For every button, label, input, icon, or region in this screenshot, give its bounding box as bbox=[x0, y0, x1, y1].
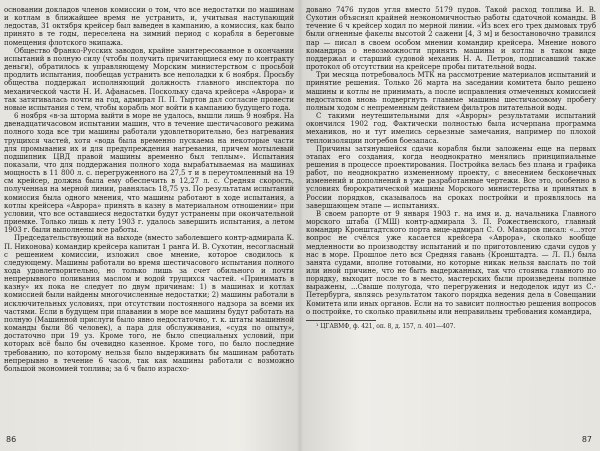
left-page-text bbox=[4, 6, 294, 373]
left-page bbox=[4, 6, 294, 446]
left-paragraph-2: Общество Франко-Русских заводов, крайне заинтересованное в окончании испытаний в полную силу (чтобы получить причитающиеся ему по контракту деньги), обратилось к управляющему Морским министерством с просьбой продлить испытания, пообещав устранить все неполадки к 6 ноября. Просьбу общества поддержал исполняющий должность главного инспектора по механической части Н. И. Афанасьев. Поскольку сдача крейсера «Аврора» и так затягивалась почти на год, адмирал П. П. Тыртов дал согласие провести новые испытания с тем, чтобы корабль мог войти в кампанию будущего года. bbox=[4, 46, 294, 112]
right-page-text bbox=[306, 6, 596, 330]
left-paragraph-4: Председательствующий на выходе (вместо заболевшего контр-адмирала К. П. Никонова) командир крейсера капитан 1 ранга И. В. Сухотин, несогласный с решением комиссии, изложил свое мнение, которое сводилось к следующему. Машины работали во время шестичасового испытания полного хода удовлетворительно, но только лишь за счет обильного и почти непрерывного поливания маслом и водой трущихся частей. «Принимать в казну» их пока не следует по двум причинам: 1) в машинах и котлах комиссией были найдены многочисленные недостатки; 2) машины работали в исключительных условиях, при отсутствии постоянного надзора за всеми их частями. Если в будущем при плавании в море все машины будут работать на полную (Машинной прислуги было явно недостаточно, т. к. штаты машинной команды были 86 человек), а пара для обслуживания, «судя по опыту», достаточно при 19 уз. Кроме того, не было специальных условий, при которых всё было бы очевидно казенное. Кроме того, по было последние требованию, по которому нельзя было выдерживать бы машинам работать непрерывно в течение 6 часов, так как машины работали с возможно большой экономией топлива; за 6 ч было израсхо- bbox=[4, 234, 294, 373]
right-page bbox=[306, 6, 596, 446]
right-paragraph-3: С такими неутешительными для «Авроры» результатами испытаний окончился 1902 год. Фактически полностью была исчерпана программа механиков, но и тут имелись серьезные замечания, например по плохой теплоизоляции погребов боезапаса. bbox=[306, 112, 596, 145]
right-page-number: 87 bbox=[581, 435, 592, 444]
right-paragraph-2: Три месяца потребовалось МТК на рассмотрение материалов испытаний и принятие решения. Только 26 марта на заседании комитета было решено машины и котлы не принимать, а после исправления отмеченных комиссией недостатков вновь подвергнуть главные машины шестичасовому пробегу полным ходом с непременным действием фильтров питательной воды. bbox=[306, 71, 596, 112]
left-page-number: 86 bbox=[6, 435, 17, 444]
footnote: ¹ ЦГАВМФ, ф. 421, оп. 8, д. 157, л. 401—407. bbox=[316, 322, 456, 330]
footnote-divider bbox=[306, 320, 376, 321]
right-paragraph-4: Причины затянувшейся сдачи корабля были заложены еще на первых этапах его создания, когда неоднократно менялись принципиальные решения в процессе проектирования. Постройка велась без плана и графика работ, по неоднократно измененному проекту, с внесением бесконечных изменений и дополнений в уже разработанные чертежи. Все это, особенно в условиях бюрократической машины Морского министерства и принятых в России порядков, сказывалось на сроках постройки и проявлялось на завершающем этапе — испытаниях. bbox=[306, 144, 596, 210]
right-paragraph-1: довано 7476 пудов угля вместо 5179 пудов. Такой расход топлива И. В. Сухотин объяснял крайней неэкономичностью работы сдаточной команды. В течение 6 ч крейсер ходил по мерной линии. «Из всех его трех дымовых труб были огненные факелы высотой 2 сажени [4, 3 м] и безостановочно травился пар — писал в своем особом мнении командир крейсера. Мнение нового командира о невозможности принять машины и котлы в таком виде поддержал и старший судовой механик Н. А. Петров, подписавший также протокол об отсутствии на крейсере пробы питательной воды. bbox=[306, 6, 596, 72]
right-paragraph-5: В своем рапорте от 9 января 1903 г. на имя и. д. начальника Главного морского штаба (ГМШ) контр-адмирала З. П. Рожественского, главный командир Кронштадтского порта вице-адмирал С. О. Макаров писал: «...этот вопрос не счёлся уже касается крейсера «Аврора», сколько вообще медленности во производству испытаний и по приготовлению сдачи судов у нас в море. Прошлое лето вся Средняя гавань (Кронштадта. — Л. П.) была занята судами, вполне готовыми, но которые никак нельзя выслать по той или иной причине, что не быть выдержанных, так что стоянка главного по порядку, выходит после то в место, мастерских были произведены полные выражены, ...Свыше полугода, что перегружения и недоделок идут из С.-Петербурга, являясь результатом такого порядка ведения дела в Совещании Комитета или иных органов. Если на то зависит полностью решения вопросов о постройке, то сколько правильны или неправильны требования командира, bbox=[306, 209, 596, 316]
left-paragraph-1: основании докладов членов комиссии о том, что все недостатки по машинам и котлам в ближайшее время не устранить, и, учитывая наступающий ледостав, 31 октября крейсер был выведен в кампанию, а комиссия, как было принято в те годы, переселена на зимний период с корабля в береговые помещения флотского экипажа. bbox=[4, 6, 294, 47]
left-paragraph-3: 6 ноября «в-за шторма выйти в море не удалось, вышли лишь 9 ноября. На двенадцатичасовом испытании машин, что в течение шестичасового режима полного хода все три машины работали удовлетворительно, без нагревания трущихся частей, хотя «вода была временно пускаема на некоторые части для промывания их и для предупреждения нагревания, причем мотылевый подшипник ЦВД правой машины временно был теплым». Испытания показали, что для поддержания полного хода вырабатываемая на машинах мощность в 11 800 л. с. перегруженного на 27,5 т и в переутомленный на 19 см крейсер, должна была ему обеспечить в 12,27 л. с. Средняя скорость, полученная на мерной линии, равнялась 18,75 уз. По результатам испытаний комиссия была одного мнения, что машины работают в ходе испытания, а котлы крейсера «Аврора» принять в казну в материальном отношении» при условии, что все оставшиеся недостатки будут устранены при окончательной приемке. Только лишь к лету 1903 г. удалось завершить испытания, а летом 1903 г. были выполнены все работы. bbox=[4, 112, 294, 235]
